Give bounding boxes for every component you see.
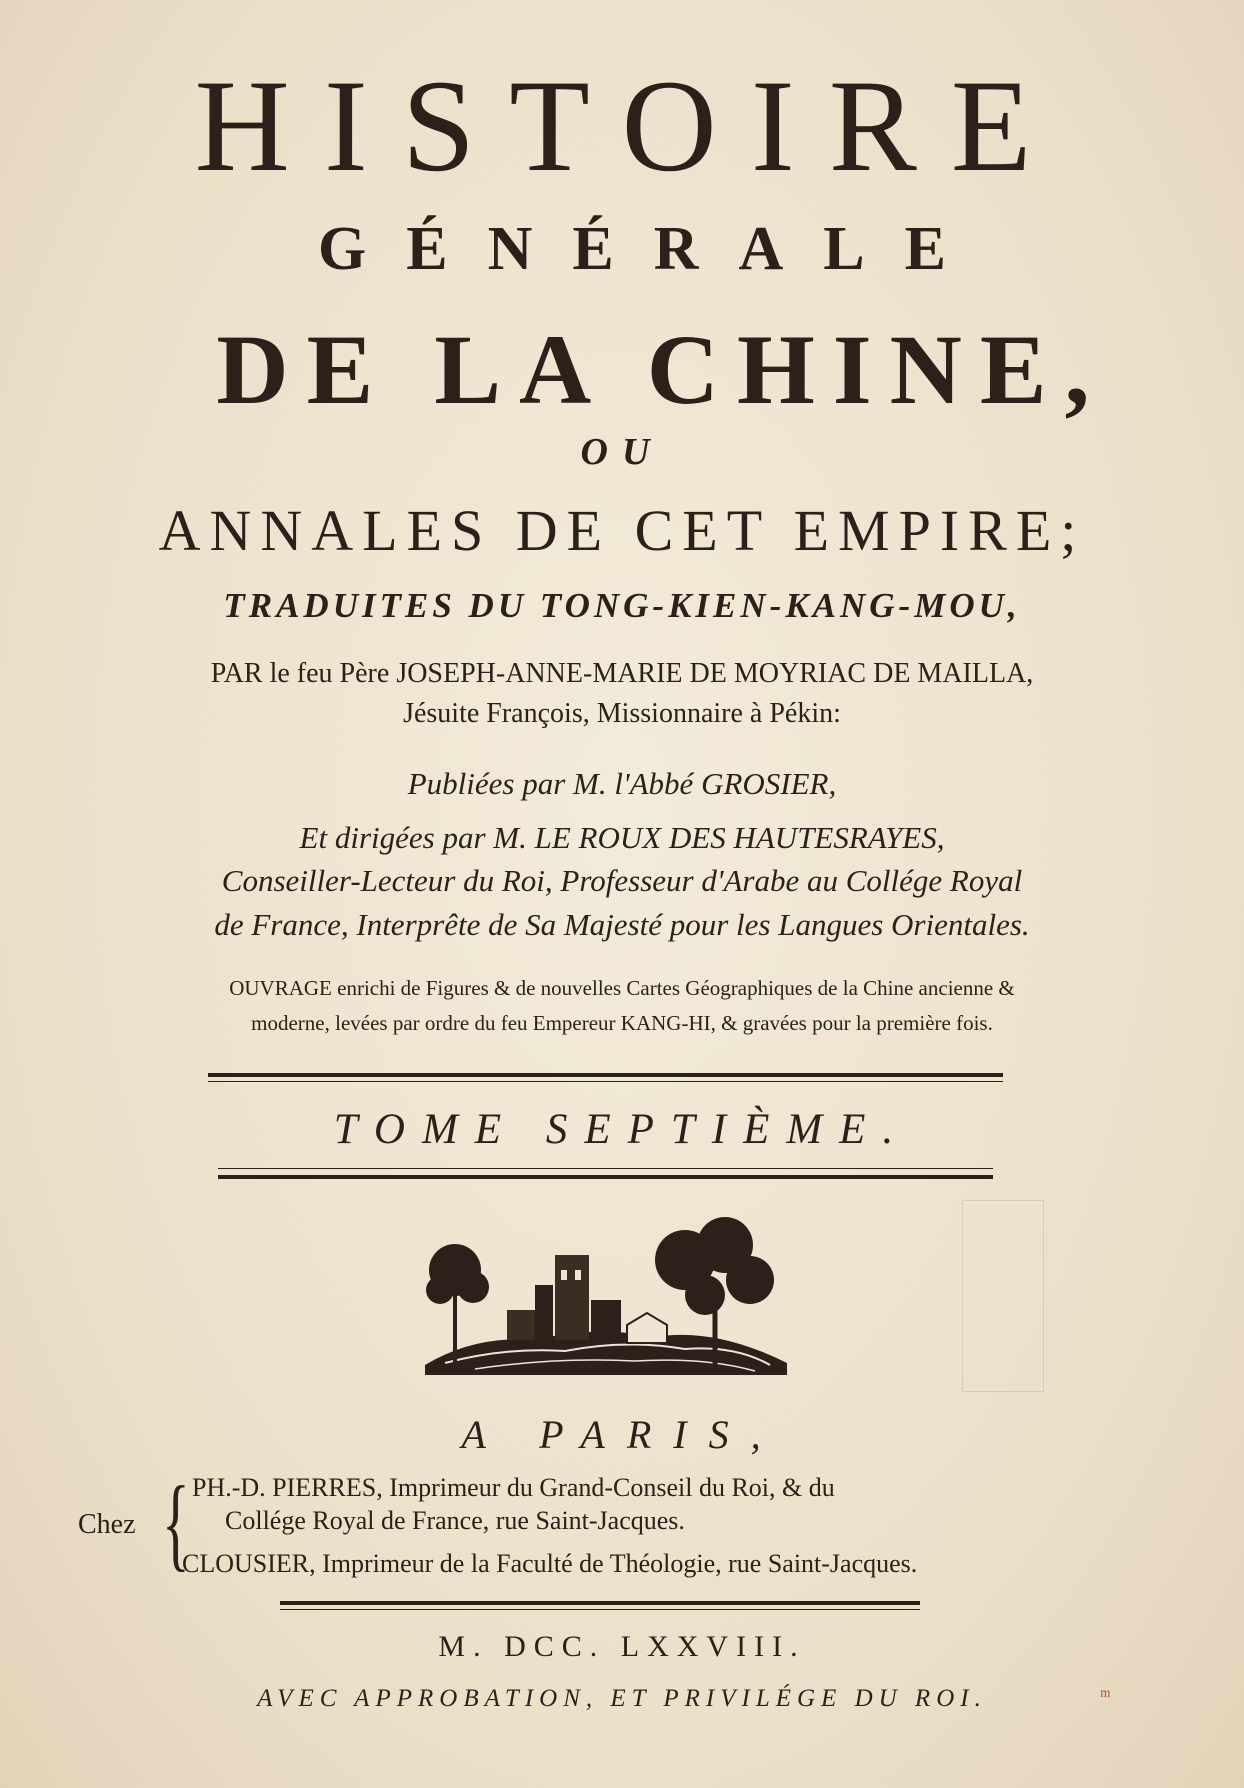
rule-top-thick — [208, 1073, 1003, 1077]
privilege-line: AVEC APPROBATION, ET PRIVILÉGE DU ROI. — [257, 1685, 987, 1712]
author-line: PAR le feu Père JOSEPH-ANNE-MARIE DE MOYRIAC DE MAILLA, — [210, 658, 1034, 689]
printers-vignette-woodcut — [415, 1215, 795, 1385]
red-ink-mark: ᵐ — [1100, 1683, 1111, 1708]
rule-bottom-thick — [218, 1175, 993, 1179]
rule-bottom-thin — [218, 1168, 993, 1169]
publisher-clousier: CLOUSIER, Imprimeur de la Faculté de Théologie, rue Saint-Jacques. — [182, 1549, 918, 1578]
author-role-line: Jésuite François, Missionnaire à Pékin: — [403, 698, 841, 729]
title-ou: OU — [580, 431, 664, 473]
title-traduites: TRADUITES DU TONG-KIEN-KANG-MOU, — [223, 586, 1021, 625]
imprint-place: A PARIS, — [461, 1412, 783, 1457]
editor-france: de France, Interprête de Sa Majesté pour les Langues Orientales. — [214, 907, 1030, 942]
tome-label: TOME SEPTIÈME. — [333, 1106, 911, 1153]
publication-year: M. DCC. LXXVIII. — [438, 1630, 806, 1663]
rule-top-thin — [208, 1081, 1003, 1082]
faded-library-stamp — [962, 1200, 1044, 1392]
title-annales: ANNALES DE CET EMPIRE; — [158, 498, 1086, 563]
rule-imprint-thin — [280, 1609, 920, 1610]
editor-dirigees: Et dirigées par M. LE ROUX DES HAUTESRAYES, — [299, 820, 945, 855]
brace-glyph: { — [162, 1464, 190, 1581]
ouvrage-line-2: moderne, levées par ordre du feu Empereur KANG-HI, & gravées pour la première fois. — [251, 1011, 993, 1035]
imprint-chez: Chez — [78, 1509, 136, 1540]
title-de-la-chine: DE LA CHINE, — [216, 314, 1108, 425]
editor-conseiller: Conseiller-Lecteur du Roi, Professeur d'Arabe au Collége Royal — [221, 863, 1023, 898]
title-generale: GÉNÉRALE — [318, 215, 986, 283]
publisher-pierres-line-1: PH.-D. PIERRES, Imprimeur du Grand-Conseil du Roi, & du — [192, 1473, 835, 1502]
publisher-pierres-line-2: Collége Royal de France, rue Saint-Jacques. — [225, 1506, 685, 1535]
title-histoire: HISTOIRE — [194, 52, 1066, 199]
rule-imprint-thick — [280, 1601, 920, 1605]
ouvrage-line-1: OUVRAGE enrichi de Figures & de nouvelles Cartes Géographiques de la Chine ancienne & — [229, 976, 1015, 1000]
editor-publiees: Publiées par M. l'Abbé GROSIER, — [407, 766, 837, 801]
